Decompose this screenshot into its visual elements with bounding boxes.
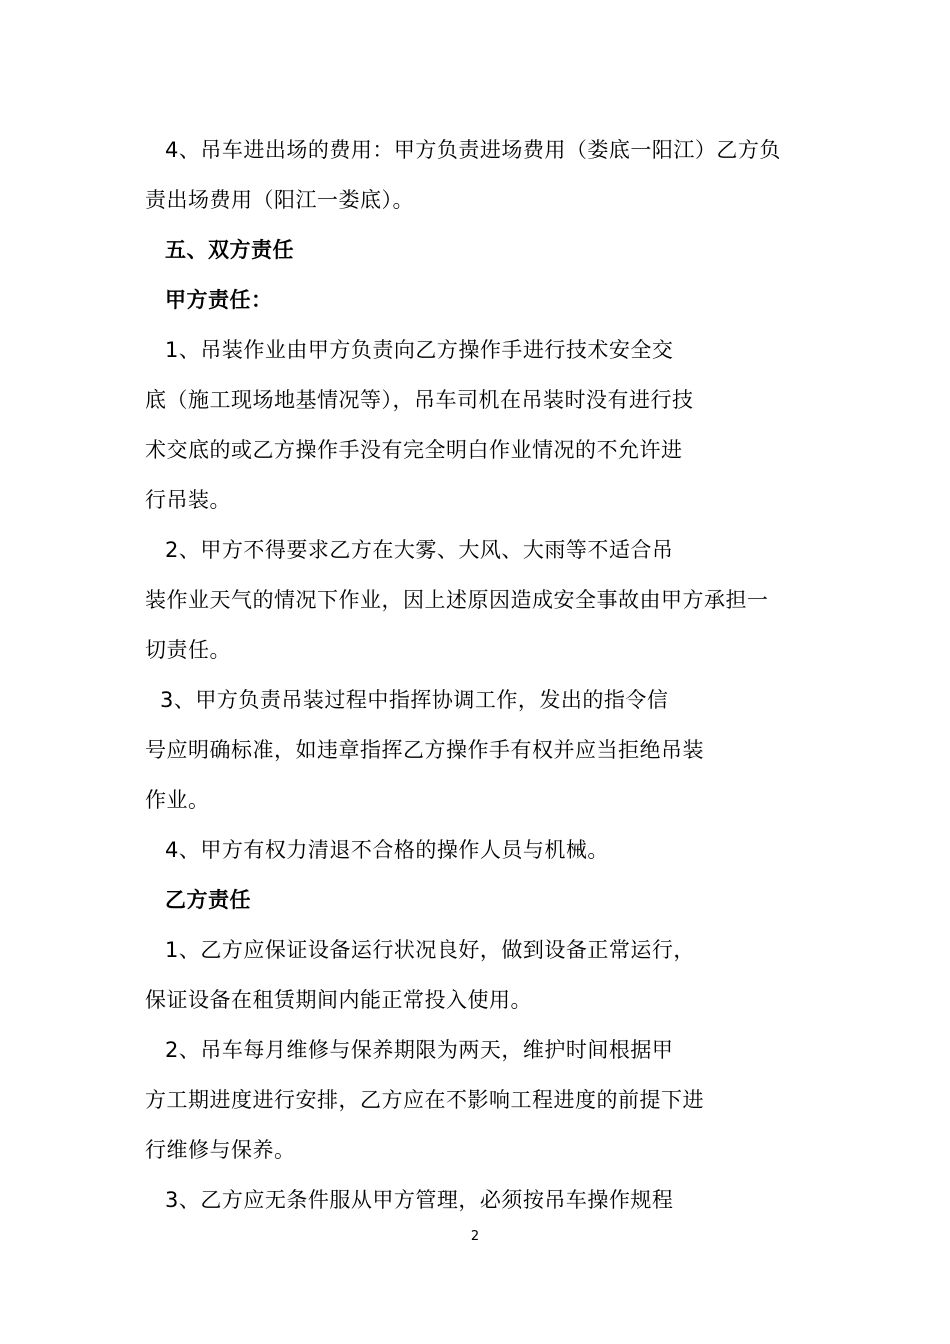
paragraph-line: 4、吊车进出场的费用：甲方负责进场费用（娄底一阳江）乙方负 <box>165 138 781 162</box>
section-heading: 五、双方责任 <box>165 238 294 262</box>
paragraph-line: 术交底的或乙方操作手没有完全明白作业情况的不允许进 <box>145 438 683 462</box>
paragraph-line: 号应明确标准，如违章指挥乙方操作手有权并应当拒绝吊装 <box>145 738 704 762</box>
paragraph-line: 行维修与保养。 <box>145 1138 296 1162</box>
page-number: 2 <box>470 1229 480 1244</box>
paragraph-line: 4、甲方有权力清退不合格的操作人员与机械。 <box>165 838 609 862</box>
paragraph-line: 作业。 <box>145 788 210 812</box>
paragraph-line: 2、甲方不得要求乙方在大雾、大风、大雨等不适合吊 <box>165 538 674 562</box>
paragraph-line: 装作业天气的情况下作业，因上述原因造成安全事故由甲方承担一 <box>145 588 769 612</box>
paragraph-line: 2、吊车每月维修与保养期限为两天，维护时间根据甲 <box>165 1038 674 1062</box>
paragraph-line: 1、吊装作业由甲方负责向乙方操作手进行技术安全交 <box>165 338 674 362</box>
paragraph-line: 行吊装。 <box>145 488 231 512</box>
paragraph-line: 底（施工现场地基情况等），吊车司机在吊装时没有进行技 <box>145 388 694 412</box>
paragraph-line: 3、甲方负责吊装过程中指挥协调工作，发出的指令信 <box>160 688 669 712</box>
subsection-heading: 乙方责任 <box>165 888 251 912</box>
subsection-heading: 甲方责任： <box>165 288 273 312</box>
paragraph-line: 责出场费用（阳江一娄底）。 <box>145 188 414 212</box>
paragraph-line: 切责任。 <box>145 638 231 662</box>
paragraph-line: 1、乙方应保证设备运行状况良好，做到设备正常运行， <box>165 938 695 962</box>
paragraph-line: 3、乙方应无条件服从甲方管理，必须按吊车操作规程 <box>165 1188 674 1212</box>
paragraph-line: 保证设备在租赁期间内能正常投入使用。 <box>145 988 532 1012</box>
paragraph-line: 方工期进度进行安排，乙方应在不影响工程进度的前提下进 <box>145 1088 704 1112</box>
